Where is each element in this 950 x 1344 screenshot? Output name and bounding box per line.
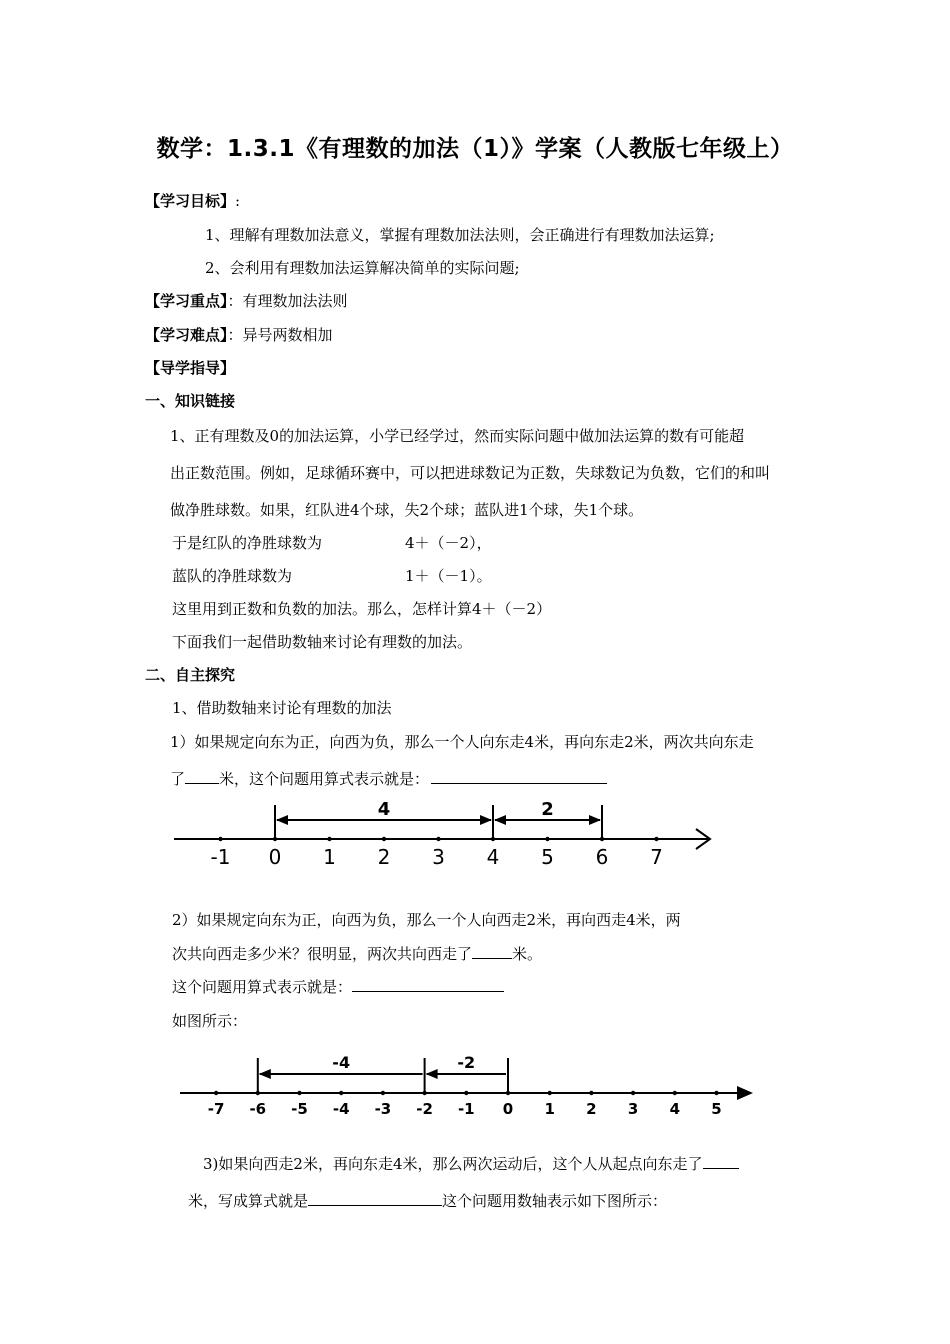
nl1-tick bbox=[327, 837, 331, 841]
difficulty-heading: 【学习难点】 bbox=[145, 326, 228, 344]
q1-text-b: 米，这个问题用算式表示就是： bbox=[219, 770, 430, 788]
red-team-expr: 4＋（－2）， bbox=[405, 534, 492, 552]
section1-line-a: 这里用到正数和负数的加法。那么，怎样计算4＋（－2） bbox=[172, 600, 552, 618]
number-line-1 bbox=[170, 796, 720, 876]
q3-blank-distance[interactable] bbox=[703, 1154, 739, 1169]
nl2-tick bbox=[381, 1091, 385, 1095]
q3-text-c: 这个问题用数轴表示如下图所示： bbox=[442, 1192, 668, 1210]
nl2-tick bbox=[631, 1091, 635, 1095]
nl1-tick bbox=[545, 837, 549, 841]
q2-line-3 bbox=[172, 976, 504, 997]
q1-line-1: 1）如果规定向东为正，向西为负，那么一个人向东走4米，再向东走2米，两次共向东走 bbox=[170, 733, 754, 751]
difficulty-text: ：异号两数相加 bbox=[227, 326, 333, 344]
q1-line-2 bbox=[170, 768, 607, 789]
section1-para-line-3: 做净胜球数。如果，红队进4个球，失2个球；蓝队进1个球，失1个球。 bbox=[170, 501, 644, 519]
nl1-arrowhead-right bbox=[480, 815, 492, 825]
nl2-tick bbox=[297, 1091, 301, 1095]
nl2-tick-label: -3 bbox=[374, 1100, 392, 1118]
nl2-tick bbox=[548, 1091, 552, 1095]
nl1-tick-label: -1 bbox=[210, 845, 231, 869]
key-point-text: ：有理数加法法则 bbox=[227, 292, 348, 310]
key-point-heading: 【学习重点】 bbox=[145, 292, 228, 310]
section2-heading: 二、自主探究 bbox=[145, 666, 236, 684]
nl2-tick bbox=[464, 1091, 468, 1095]
q3-text-b: 米，写成算式就是 bbox=[188, 1192, 309, 1210]
nl2-tick-label: 0 bbox=[502, 1100, 514, 1118]
section1-para-line-2: 出正数范围。例如，足球循环赛中，可以把进球数记为正数，失球数记为负数，它们的和叫 bbox=[170, 464, 771, 482]
nl1-tick-label: 0 bbox=[268, 845, 282, 869]
nl1-arrowhead-right bbox=[589, 815, 601, 825]
nl1-tick-label: 2 bbox=[377, 845, 391, 869]
number-line-2 bbox=[175, 1048, 760, 1128]
nl2-tick-label: -7 bbox=[207, 1100, 225, 1118]
nl2-tick-label: -2 bbox=[416, 1100, 433, 1118]
nl2-tick-label: 5 bbox=[711, 1100, 722, 1118]
nl2-tick bbox=[714, 1091, 718, 1095]
guide-heading: 【导学指导】 bbox=[145, 359, 236, 377]
q1-blank-expression[interactable] bbox=[431, 769, 607, 784]
nl2-arrowhead bbox=[737, 1086, 753, 1100]
nl1-tick-label: 5 bbox=[541, 845, 554, 869]
nl1-tick-label: 6 bbox=[595, 845, 609, 869]
nl2-segment-label: -4 bbox=[332, 1053, 351, 1072]
nl1-tick-label: 3 bbox=[432, 845, 445, 869]
nl2-tick bbox=[673, 1091, 677, 1095]
key-point bbox=[145, 290, 348, 311]
nl2-tick-label: -6 bbox=[249, 1100, 267, 1118]
nl1-tick bbox=[218, 837, 222, 841]
nl1-tick-label: 4 bbox=[486, 845, 500, 869]
goals-suffix: : bbox=[235, 192, 241, 210]
page-title: 数学：1.3.1《有理数的加法（1）》学案（人教版七年级上） bbox=[156, 136, 794, 162]
q1-blank-distance[interactable] bbox=[185, 769, 219, 784]
nl2-tick-label: -5 bbox=[291, 1100, 308, 1118]
nl2-tick-label: -4 bbox=[332, 1100, 350, 1118]
q1-text-a: 了 bbox=[170, 770, 186, 788]
q3-line-2 bbox=[188, 1190, 667, 1211]
q3-line-1 bbox=[203, 1153, 739, 1174]
nl2-segment-label: -2 bbox=[457, 1053, 476, 1072]
nl2-tick bbox=[214, 1091, 218, 1095]
q2-blank-expression[interactable] bbox=[352, 977, 504, 992]
q2-line-1: 2）如果规定向东为正，向西为负，那么一个人向西走2米，再向西走4米，两 bbox=[172, 911, 681, 929]
nl1-tick bbox=[436, 837, 440, 841]
goals-block bbox=[145, 190, 240, 211]
nl2-tick-label: 3 bbox=[627, 1100, 639, 1118]
nl1-tick bbox=[382, 837, 386, 841]
nl1-tick bbox=[654, 837, 658, 841]
nl1-segment-label: 2 bbox=[541, 799, 554, 820]
nl2-arrowhead-left bbox=[426, 1069, 438, 1079]
nl1-segment-label: 4 bbox=[377, 799, 391, 820]
nl2-tick bbox=[339, 1091, 343, 1095]
nl1-arrowhead-left bbox=[276, 815, 288, 825]
blue-team-expr: 1＋（－1）。 bbox=[405, 567, 492, 585]
difficulty bbox=[145, 324, 333, 345]
q2-line-4: 如图所示： bbox=[172, 1012, 248, 1030]
q2-line-2 bbox=[172, 943, 542, 964]
nl1-arrowhead-left bbox=[494, 815, 506, 825]
red-team-label: 于是红队的净胜球数为 bbox=[172, 534, 323, 552]
q3-text-a: 3)如果向西走2米，再向东走4米，那么两次运动后，这个人从起点向东走了 bbox=[203, 1155, 703, 1173]
q2-blank-distance[interactable] bbox=[472, 944, 512, 959]
nl2-tick-label: 1 bbox=[544, 1100, 555, 1118]
goals-heading: 【学习目标】 bbox=[145, 192, 236, 210]
section1-para-line-1: 1、正有理数及0的加法运算，小学已经学过，然而实际问题中做加法运算的数有可能超 bbox=[170, 427, 745, 445]
nl1-tick-label: 1 bbox=[323, 845, 336, 869]
blue-team-label: 蓝队的净胜球数为 bbox=[172, 567, 293, 585]
section1-line-b: 下面我们一起借助数轴来讨论有理数的加法。 bbox=[172, 633, 473, 651]
q2-text-a: 次共向西走多少米？很明显，两次共向西走了 bbox=[172, 945, 473, 963]
nl2-tick bbox=[589, 1091, 593, 1095]
section1-heading: 一、知识链接 bbox=[145, 392, 236, 410]
q3-blank-expression[interactable] bbox=[308, 1191, 442, 1206]
nl2-tick-label: 4 bbox=[669, 1100, 681, 1118]
q2-text-b: 米。 bbox=[512, 945, 543, 963]
nl1-tick-label: 7 bbox=[650, 845, 663, 869]
goal-item-1: 1、理解有理数加法意义，掌握有理数加法法则，会正确进行有理数加法运算; bbox=[205, 226, 715, 244]
nl2-arrowhead-left bbox=[259, 1069, 271, 1079]
nl2-tick-label: -1 bbox=[457, 1100, 475, 1118]
nl2-tick-label: 2 bbox=[586, 1100, 597, 1118]
goal-item-2: 2、会利用有理数加法运算解决简单的实际问题; bbox=[205, 259, 520, 277]
section2-sub1: 1、借助数轴来讨论有理数的加法 bbox=[172, 699, 392, 717]
q2-text-c: 这个问题用算式表示就是： bbox=[172, 978, 353, 996]
